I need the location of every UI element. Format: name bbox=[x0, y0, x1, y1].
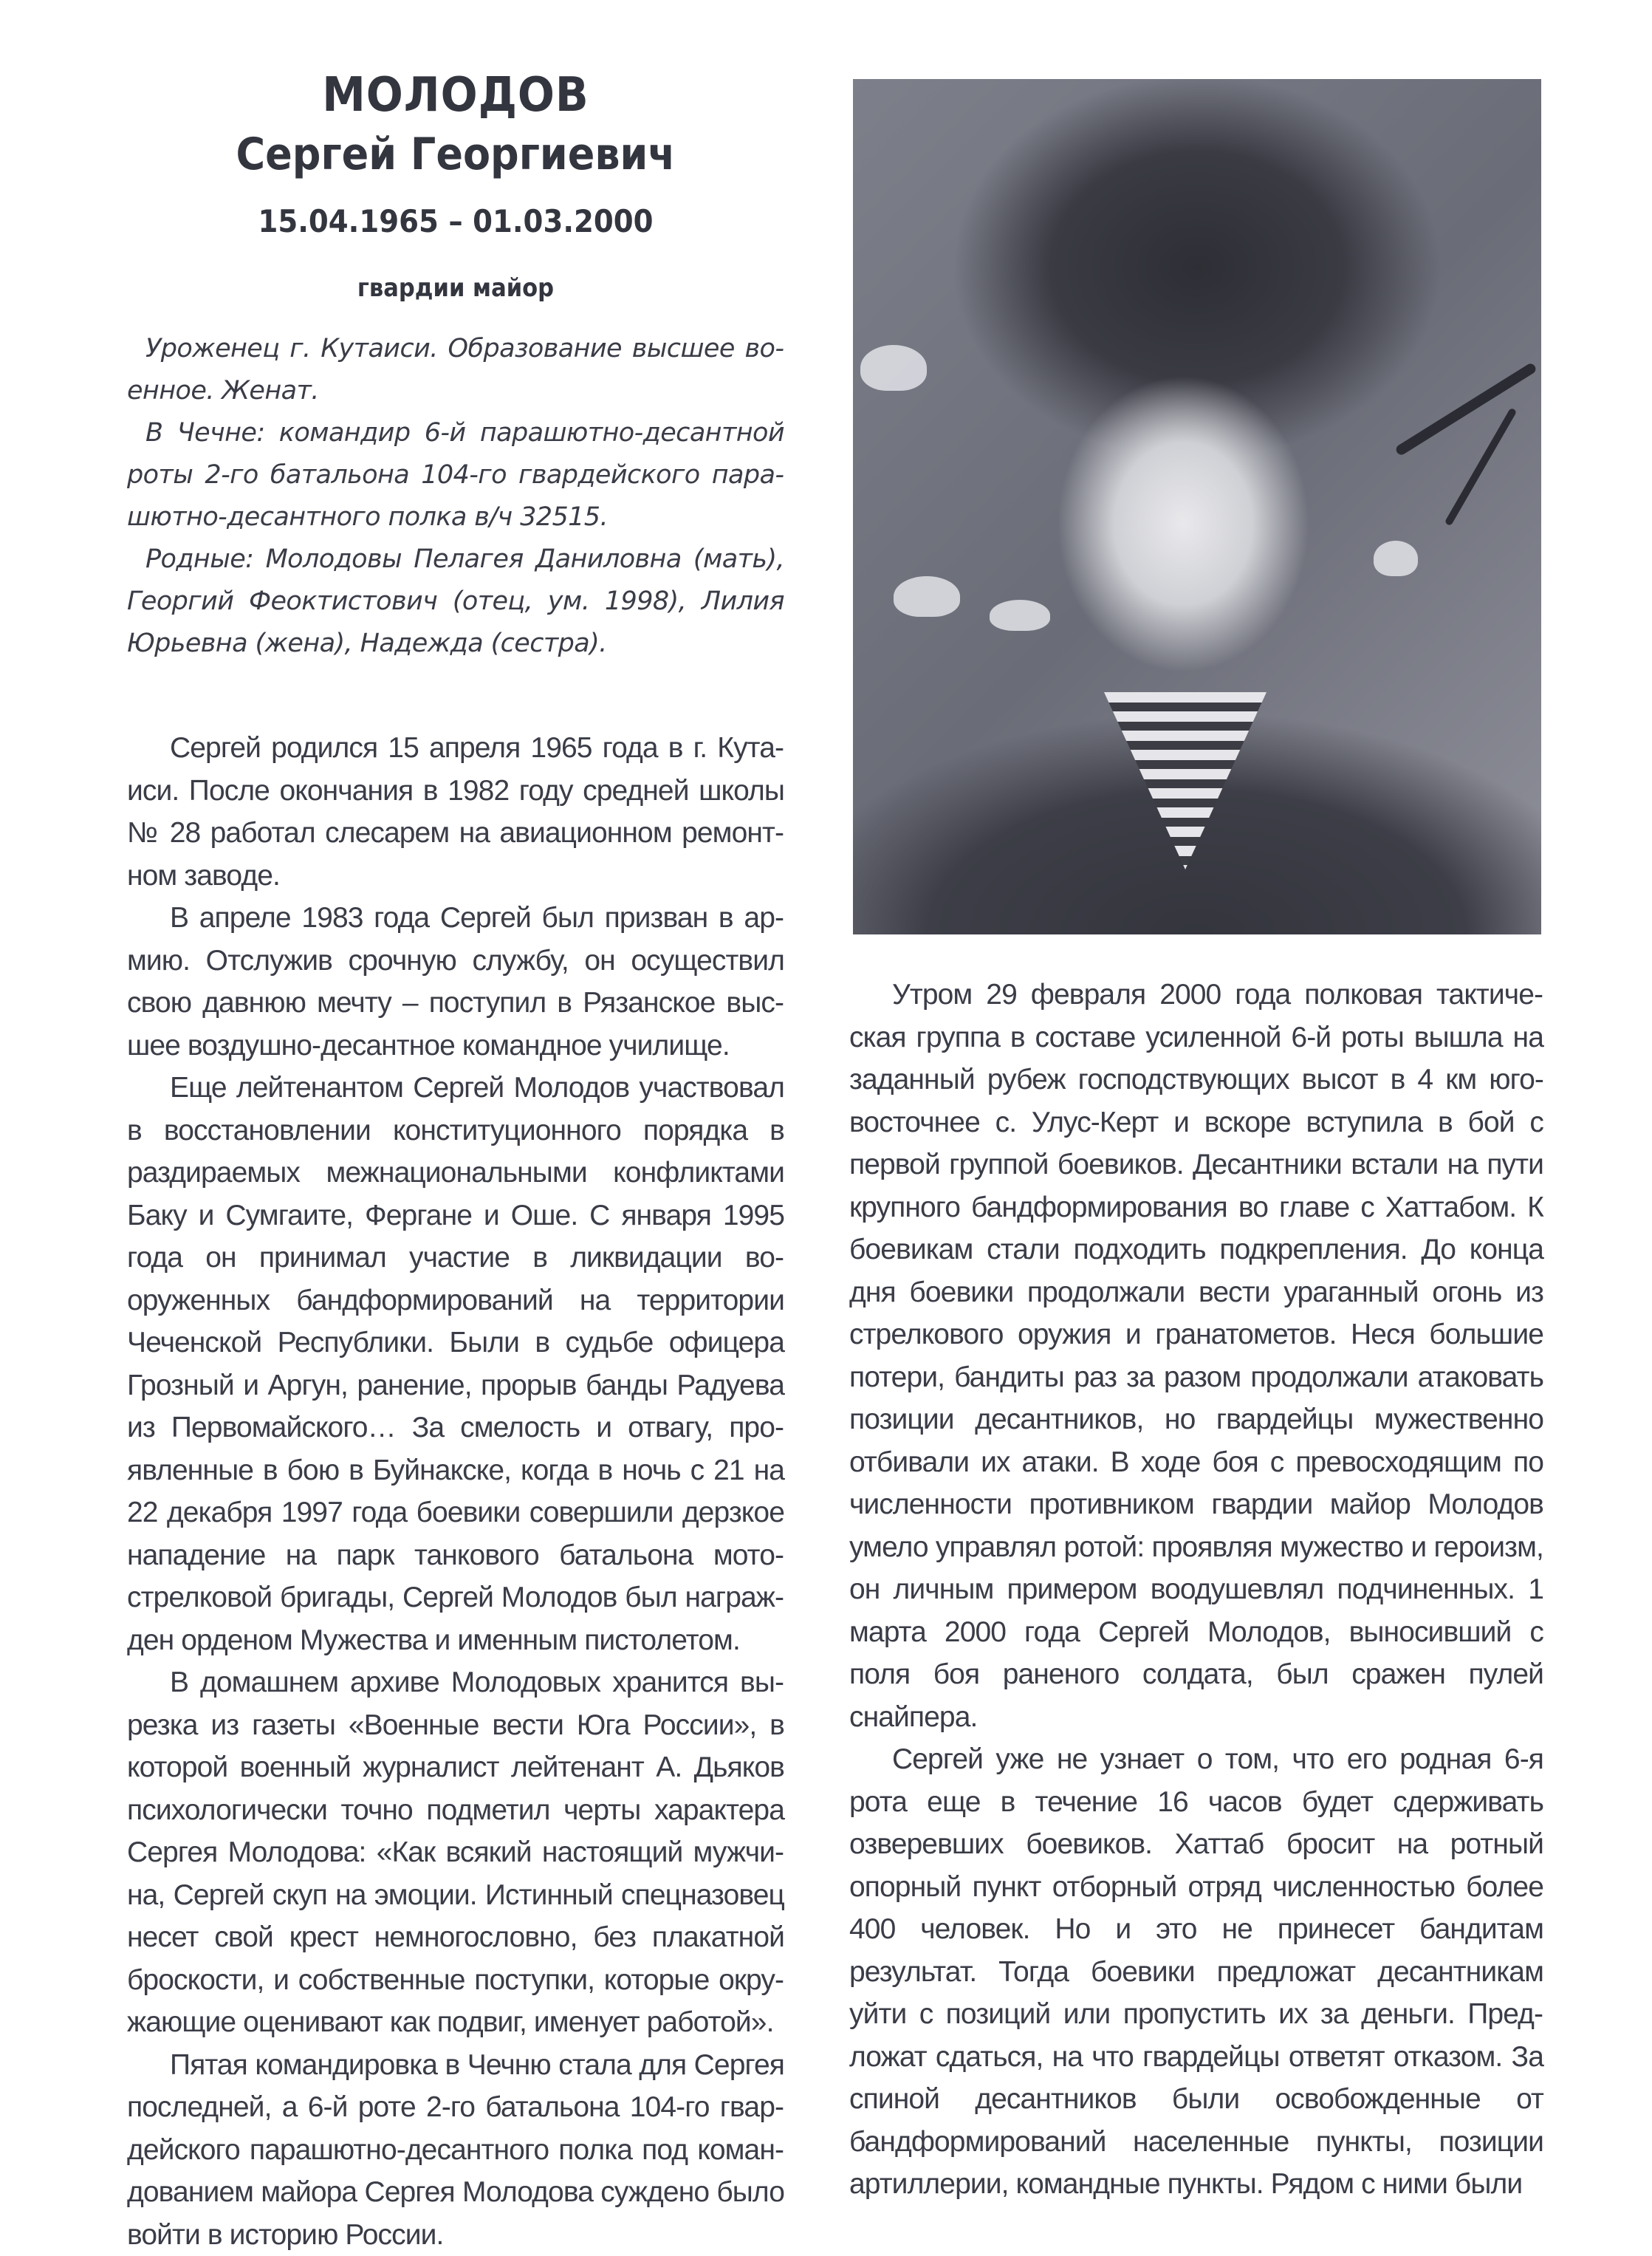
parachute-graphic bbox=[894, 576, 960, 617]
full-name-heading: Сергей Георгиевич bbox=[160, 126, 752, 183]
bio-relatives: Родные: Молодовы Пелагея Даниловна (мать), Георгий Феоктистович (отец, ум. 1998), Лилия Юрьевна (жена), Надежда (сестра). bbox=[127, 539, 784, 665]
paragraph: В домашнем архиве Молодовых хранится вырезка из газеты «Военные вести Юга России», в которой военный журналист лейтенант А. Дьяков психологически точно подметил черты характера Сергея Молодова: «Как всякий настоящий мужчина, Сергей скуп на эмоции. Истинный спецназовец несет свой крест немногословно, без плакатной броскости, и собственные поступки, которые окружающие оценивают как подвиг, именует работой». bbox=[127, 1661, 784, 2044]
bio-service-unit: В Чечне: командир 6-й парашютно-десантной роты 2-го батальона 104-го гвардейского парашютно-десантного полка в/ч 32515. bbox=[127, 412, 784, 539]
life-dates: 15.04.1965 – 01.03.2000 bbox=[154, 199, 758, 244]
paragraph: В апреле 1983 года Сергей был призван в армию. Отслужив срочную службу, он осуществил свою давнюю мечту – поступил в Рязанское высшее воздушно-десантное командное училище. bbox=[127, 897, 784, 1067]
parachute-graphic bbox=[860, 345, 927, 391]
airplane-wing-graphic bbox=[1444, 408, 1518, 527]
right-column bbox=[849, 974, 1543, 2206]
parachute-graphic bbox=[1374, 541, 1418, 576]
left-column bbox=[127, 65, 784, 2256]
paragraph: Еще лейтенантом Сергей Молодов участвовал в восстановлении конституционного порядка в раздираемых межнациональными конфликтами Баку и Сумгаите, Фергане и Оше. С января 1995 года он принимал участие в ликвидации вооруженных бандформирований на территории Чеченской Республики. Были в судьбе офицера Грозный и Аргун, ранение, прорыв банды Радуева из Первомайского… За смелость и отвагу, проявленные в бою в Буйнакске, когда в ночь с 21 на 22 декабря 1997 года боевики совершили дерзкое нападение на парк танкового батальона мотострелковой бригады, Сергей Молодов был награжден орденом Мужества и именным пистолетом. bbox=[127, 1067, 784, 1661]
striped-undershirt-graphic bbox=[1104, 692, 1267, 869]
airplane-graphic bbox=[1394, 362, 1538, 457]
paragraph: Утром 29 февраля 2000 года полковая тактическая группа в составе усиленной 6-й роты вышла на заданный рубеж господствующих высот в 4 км юго-восточнее с. Улус-Керт и вскоре вступила в бой с первой группой боевиков. Десантники встали на пути крупного бандформирования во главе с Хаттабом. К боевикам стали подходить подкрепления. До конца дня боевики продолжали вести ураганный огонь из стрелкового оружия и гранатометов. Неся большие потери, бандиты раз за разом продолжали атаковать позиции десантников, но гвардейцы мужественно отбивали их атаки. В ходе боя с превосходящим по численности противником гвардии майор Молодов умело управлял ротой: проявляя мужество и героизм, он личным примером воодушевлял подчиненных. 1 марта 2000 года Сергей Молодов, выносивший с поля боя раненого солдата, был сражен пулей снайпера. bbox=[849, 974, 1543, 1738]
bio-origin: Уроженец г. Кутаиси. Образование высшее военное. Женат. bbox=[127, 328, 784, 412]
surname-heading: МОЛОДОВ bbox=[154, 65, 758, 126]
paragraph: Сергей уже не узнает о том, что его родная 6-я рота еще в течение 16 часов будет сдерживать озверевших боевиков. Хаттаб бросит на ротный опорный пункт отборный отряд численностью более 400 человек. Но и это не принесет бандитам результат. Тогда боевики предложат десантникам уйти с позиций или пропустить их за деньги. Предложат сдаться, на что гвардейцы ответят отказом. За спиной десантников были освобожденные от бандформирований населенные пункты, позиции артиллерии, командные пункты. Рядом с ними были bbox=[849, 1738, 1543, 2206]
paragraph: Сергей родился 15 апреля 1965 года в г. Кутаиси. После окончания в 1982 году средней школы № 28 работал слесарем на авиационном ремонтном заводе. bbox=[127, 727, 784, 897]
right-column-body bbox=[849, 974, 1543, 2206]
paragraph: Пятая командировка в Чечню стала для Сергея последней, а 6-й роте 2-го батальона 104-го гвардейского парашютно-десантного полка под командованием майора Сергея Молодова суждено было войти в историю России. bbox=[127, 2044, 784, 2256]
portrait-photo bbox=[853, 79, 1541, 934]
biographical-summary bbox=[127, 328, 784, 665]
left-column-body bbox=[127, 727, 784, 2256]
memorial-header bbox=[127, 65, 784, 306]
parachute-graphic bbox=[990, 600, 1050, 631]
military-rank: гвардии майор bbox=[160, 270, 752, 306]
